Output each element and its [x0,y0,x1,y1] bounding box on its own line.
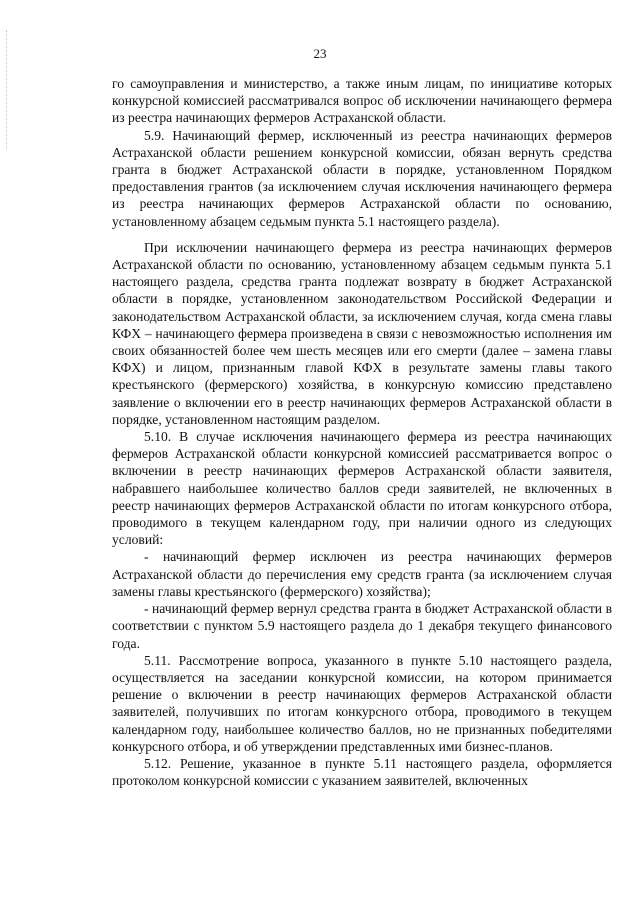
document-body [112,75,612,789]
page-number: 23 [313,46,327,61]
paragraph-grant-return: При исключении начинающего фермера из реестра начинающих фермеров Астраханской области по основанию, установленному абзацем седьмым пункта 5.1 настоящего раздела, средства гранта подлежат возврату в бюджет Астраханской области в порядке, установленном законодательством Российской Федерации и законодательством Астраханской области, за исключением случая, когда смена главы КФХ – начинающего фермера произведена в связи с невозможностью исполнения им своих обязанностей более чем шесть месяцев или его смерти (далее – замена главы КФХ) и лицом, признанным главой КФХ в результате замены главы такого крестьянского (фермерского) хозяйства, в конкурсную комиссию представлено заявление о включении его в реестр начинающих фермеров Астраханской области в порядке, установленном настоящим разделом. [112,239,612,427]
list-item-condition-2: - начинающий фермер вернул средства гранта в бюджет Астраханской области в соответствии с пунктом 5.9 настоящего раздела до 1 декабря текущего финансового года. [112,601,612,651]
paragraph-5-11: 5.11. Рассмотрение вопроса, указанного в пункте 5.10 настоящего раздела, осуществляется на заседании конкурсной комиссии, на котором принимается решение о включении в реестр начинающих фермеров Астраханской области заявителей, получивших по итогам конкурсного отбора, проводимого в текущем календарном году, наибольшее количество баллов, но не признанных победителями конкурсного отбора, и об утверждении представленных ими бизнес-планов. [112,652,612,754]
paragraph-5-9: 5.9. Начинающий фермер, исключенный из реестра начинающих фермеров Астраханской области решением конкурсной комиссии, обязан вернуть средства гранта в бюджет Астраханской области в порядке, установленном Порядком предоставления грантов (за исключением случая исключения начинающего фермера из реестра начинающих фермеров Астраханской области по основанию, установленному абзацем седьмым пункта 5.1 настоящего раздела). [112,127,612,229]
paragraph-5-12: 5.12. Решение, указанное в пункте 5.11 настоящего раздела, оформляется протоколом конкурсной комиссии с указанием заявителей, включенных [112,755,612,789]
paragraph-continuation: го самоуправления и министерство, а также иным лицам, по инициативе которых конкурсной комиссией рассматривался вопрос об исключении начинающего фермера из реестра начинающих фермеров Астраханской области. [112,76,612,126]
list-item-condition-1: - начинающий фермер исключен из реестра начинающих фермеров Астраханской области до перечисления ему средств гранта (за исключением случая замены главы крестьянского (фермерского) хозяйства); [112,549,612,599]
paragraph-5-10: 5.10. В случае исключения начинающего фермера из реестра начинающих фермеров Астраханской области конкурсной комиссией рассматривается вопрос о включении в реестр начинающих фермеров Астраханской области заявителя, набравшего наибольшее количество баллов среди заявителей, не включенных в реестр начинающих фермеров Астраханской области по итогам конкурсного отбора, проводимого в текущем календарном году, при наличии одного из следующих условий: [112,429,612,548]
